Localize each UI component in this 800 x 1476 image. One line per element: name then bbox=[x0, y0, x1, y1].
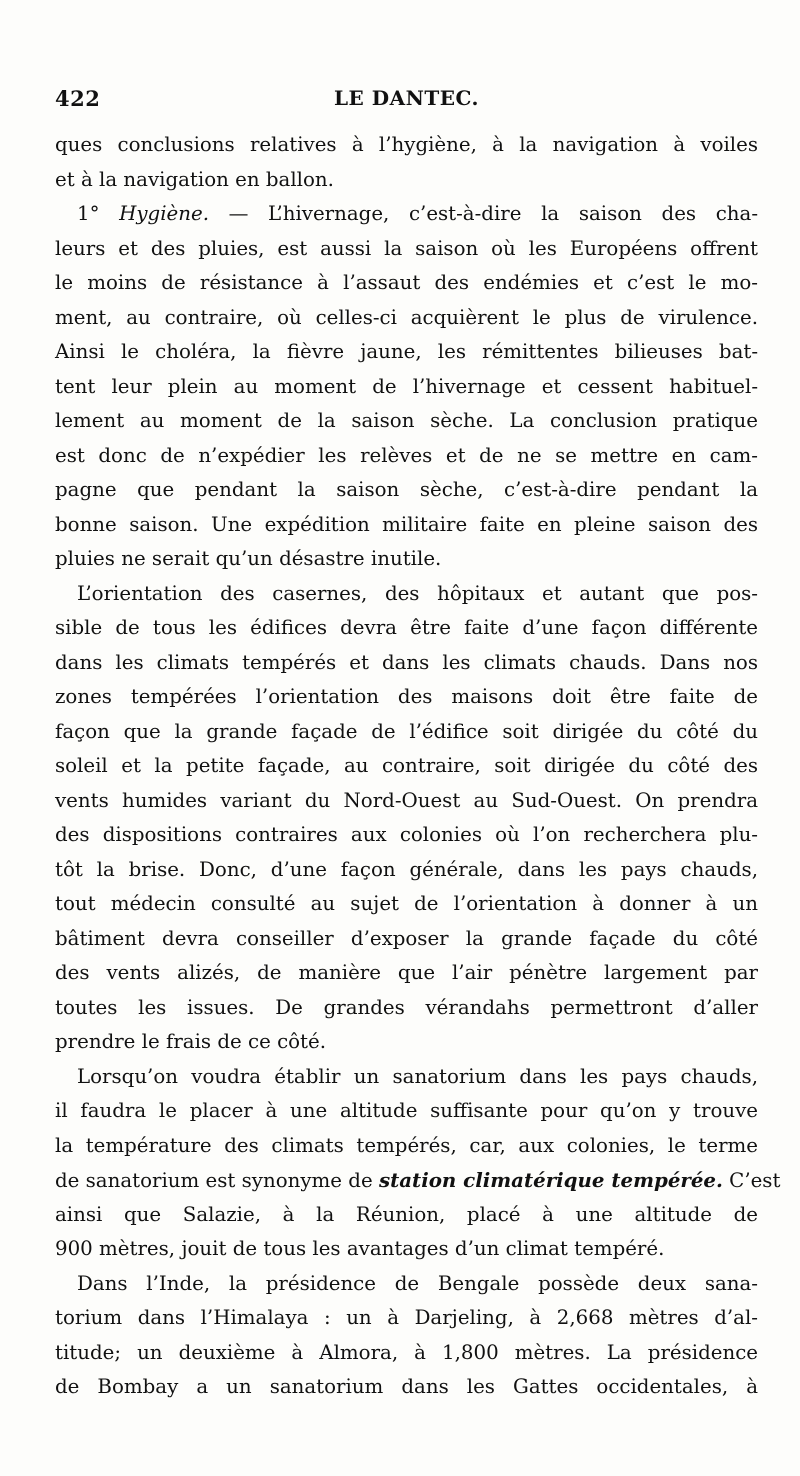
text-run: bâtiment devra conseiller d’exposer la grande façade du côté bbox=[55, 926, 758, 950]
text-line bbox=[55, 439, 758, 474]
text-line bbox=[55, 1060, 758, 1095]
text-line bbox=[55, 1301, 758, 1336]
text-line bbox=[55, 1163, 781, 1198]
text-run: 900 mètres, jouit de tous les avantages d’un climat tempéré. bbox=[55, 1237, 665, 1260]
text-run: ment, au contraire, où celles-ci acquièrent le plus de virulence. bbox=[55, 305, 758, 329]
text-run: sible de tous les édifices devra être faite d’une façon différente bbox=[55, 616, 758, 639]
text-line bbox=[55, 818, 758, 853]
text-line bbox=[55, 784, 758, 819]
text-line bbox=[55, 473, 758, 508]
text-line bbox=[55, 508, 758, 543]
text-run: pluies ne serait qu’un désastre inutile. bbox=[55, 547, 442, 570]
text-line bbox=[55, 646, 758, 681]
text-line bbox=[55, 715, 758, 750]
text-line bbox=[55, 542, 758, 577]
text-line bbox=[55, 853, 758, 888]
text-line bbox=[55, 1336, 758, 1371]
text-line bbox=[55, 1129, 758, 1164]
text-run: prendre le frais de ce côté. bbox=[55, 1030, 326, 1053]
text-run: ainsi que Salazie, à la Réunion, placé à une altitude de bbox=[55, 1202, 758, 1226]
text-line bbox=[55, 1094, 758, 1129]
text-line bbox=[55, 611, 758, 646]
text-run: lement au moment de la saison sèche. La conclusion pratique bbox=[55, 409, 758, 432]
text-line bbox=[55, 680, 758, 715]
body-text bbox=[55, 128, 781, 1405]
text-run: il faudra le placer à une altitude suffisante pour qu’on y trouve bbox=[55, 1099, 758, 1122]
text-run: C’est bbox=[722, 1169, 781, 1192]
page-header bbox=[55, 86, 758, 120]
emphasis-text: station climatérique tempérée. bbox=[378, 1168, 723, 1192]
text-line bbox=[55, 301, 758, 336]
text-run: bonne saison. Une expédition militaire faite en pleine saison des bbox=[55, 512, 758, 536]
text-line bbox=[55, 1267, 758, 1302]
text-run: zones tempérées l’orientation des maisons doit être faite de bbox=[55, 685, 758, 708]
text-run: L’orientation des casernes, des hôpitaux et autant que pos- bbox=[77, 581, 758, 605]
text-line bbox=[55, 163, 758, 198]
text-line bbox=[55, 922, 758, 957]
text-line bbox=[55, 335, 758, 370]
text-run: soleil et la petite façade, au contraire, soit dirigée du côté des bbox=[55, 754, 758, 777]
text-line bbox=[55, 197, 758, 232]
text-run: de sanatorium est synonyme de bbox=[55, 1169, 379, 1192]
text-run: — L’hivernage, c’est-à-dire la saison des cha- bbox=[208, 202, 758, 225]
text-run: Ainsi le choléra, la fièvre jaune, les rémittentes bilieuses bat- bbox=[55, 340, 758, 363]
text-run: tent leur plein au moment de l’hivernage et cessent habituel- bbox=[55, 374, 758, 398]
text-run: tôt la brise. Donc, d’une façon générale, dans les pays chauds, bbox=[55, 857, 758, 881]
text-run: des vents alizés, de manière que l’air pénètre largement par bbox=[55, 961, 758, 984]
text-run: leurs et des pluies, est aussi la saison où les Européens offrent bbox=[55, 236, 758, 260]
text-line bbox=[55, 266, 758, 301]
text-run: dans les climats tempérés et dans les climats chauds. Dans nos bbox=[55, 650, 758, 674]
text-run: et à la navigation en ballon. bbox=[55, 167, 334, 191]
text-run: Lorsqu’on voudra établir un sanatorium dans les pays chauds, bbox=[77, 1064, 758, 1088]
text-line bbox=[55, 404, 758, 439]
text-run: titude; un deuxième à Almora, à 1,800 mètres. La présidence bbox=[55, 1340, 758, 1364]
emphasis-text: Hygiène. bbox=[119, 202, 209, 225]
text-run: 1° bbox=[77, 202, 120, 225]
text-line bbox=[55, 577, 758, 612]
text-line bbox=[55, 1370, 758, 1405]
page-number: 422 bbox=[55, 86, 101, 111]
text-run: façon que la grande façade de l’édifice soit dirigée du côté du bbox=[55, 719, 758, 743]
text-line bbox=[55, 1198, 758, 1233]
text-line bbox=[55, 1025, 758, 1060]
text-line bbox=[55, 956, 758, 991]
text-run: Dans l’Inde, la présidence de Bengale possède deux sana- bbox=[77, 1271, 758, 1295]
text-run: la température des climats tempérés, car, aux colonies, le terme bbox=[55, 1133, 758, 1157]
text-line bbox=[55, 128, 758, 163]
text-run: vents humides variant du Nord-Ouest au Sud-Ouest. On prendra bbox=[55, 788, 758, 812]
text-run: ques conclusions relatives à l’hygiène, à la navigation à voiles bbox=[55, 133, 758, 156]
text-run: torium dans l’Himalaya : un à Darjeling, à 2,668 mètres d’al- bbox=[55, 1306, 758, 1329]
text-run: de Bombay a un sanatorium dans les Gattes occidentales, à bbox=[55, 1375, 758, 1398]
running-head: LE DANTEC. bbox=[333, 86, 480, 110]
text-line bbox=[55, 370, 758, 405]
text-line bbox=[55, 232, 758, 267]
text-run: des dispositions contraires aux colonies où l’on recherchera plu- bbox=[55, 823, 758, 846]
text-line bbox=[55, 749, 758, 784]
text-line bbox=[55, 1232, 758, 1267]
text-run: est donc de n’expédier les relèves et de ne se mettre en cam- bbox=[55, 443, 758, 467]
text-line bbox=[55, 887, 758, 922]
text-line bbox=[55, 991, 758, 1026]
text-run: pagne que pendant la saison sèche, c’est-à-dire pendant la bbox=[55, 478, 758, 501]
text-run: tout médecin consulté au sujet de l’orientation à donner à un bbox=[55, 892, 758, 915]
text-run: toutes les issues. De grandes vérandahs permettront d’aller bbox=[55, 995, 758, 1019]
text-run: le moins de résistance à l’assaut des endémies et c’est le mo- bbox=[55, 271, 758, 294]
